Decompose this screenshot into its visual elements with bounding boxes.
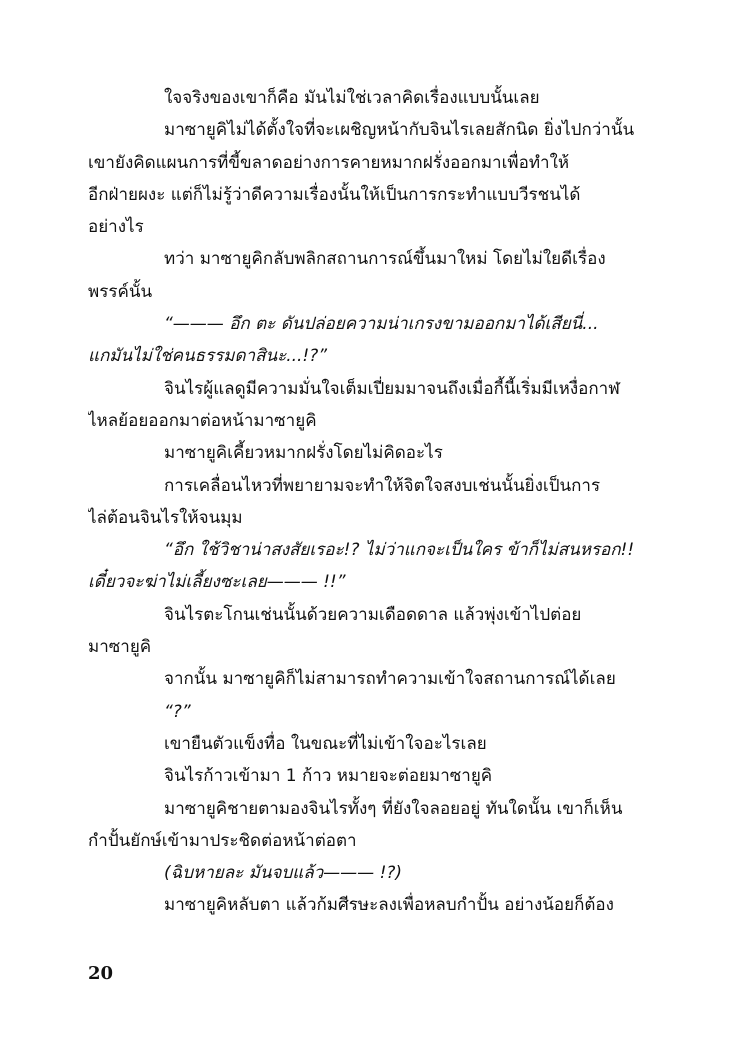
text-line: การเคลื่อนไหวที่พยายามจะทำให้จิตใจสงบเช่นนั้นยิ่งเป็นการ — [164, 475, 601, 496]
text-line: พรรค์นั้น — [88, 281, 153, 302]
dialogue-line: “——— อึก ตะ ดันปล่อยความน่าเกรงขามออกมาได้เสียนี่... — [164, 314, 599, 335]
text-line: ไหลย้อยออกมาต่อหน้ามาซายูคิ — [88, 410, 317, 431]
page-number: 20 — [88, 963, 114, 984]
text-line: อีกฝ่ายผงะ แต่ก็ไม่รู้ว่าดีความเรื่องนั้นให้เป็นการกระทำแบบวีรชนได้ — [88, 184, 581, 205]
text-line: กำปั้นยักษ์เข้ามาประชิดต่อหน้าต่อตา — [88, 830, 357, 851]
text-line: มาซายูคิเคี้ยวหมากฝรั่งโดยไม่คิดอะไร — [164, 443, 443, 464]
text-line: ไล่ต้อนจินไรให้จนมุม — [88, 507, 243, 528]
text-line: มาซายูคิชายตามองจินไรทั้งๆ ที่ยังใจลอยอยู่ ทันใดนั้น เขาก็เห็น — [164, 798, 623, 819]
text-line: จินไรผู้แลดูมีความมั่นใจเต็มเปี่ยมมาจนถึงเมื่อกี้นี้เริ่มมีเหงื่อกาฬ — [164, 378, 620, 399]
text-line: จากนั้น มาซายูคิก็ไม่สามารถทำความเข้าใจสถานการณ์ได้เลย — [164, 669, 616, 690]
text-line: เขายืนตัวแข็งทื่อ ในขณะที่ไม่เข้าใจอะไรเลย — [164, 733, 487, 754]
page-body-text — [88, 82, 651, 922]
dialogue-line: เดี๋ยวจะฆ่าไม่เลี้ยงซะเลย——— !!” — [88, 572, 346, 593]
text-line: มาซายูคิหลับตา แล้วก้มศีรษะลงเพื่อหลบกำปั้น อย่างน้อยก็ต้อง — [164, 895, 614, 916]
text-line: ใจจริงของเขาก็คือ มันไม่ใช่เวลาคิดเรื่องแบบนั้นเลย — [164, 88, 540, 108]
dialogue-line: “อึก ใช้วิชาน่าสงสัยเรอะ!? ไม่ว่าแกจะเป็นใคร ข้าก็ไม่สนหรอก!! — [164, 540, 635, 561]
text-line: จินไรก้าวเข้ามา 1 ก้าว หมายจะต่อยมาซายูคิ — [164, 766, 493, 787]
dialogue-line: “?” — [164, 701, 191, 722]
text-line: เขายังคิดแผนการที่ขี้ขลาดอย่างการคายหมากฝรั่งออกมาเพื่อทำให้ — [88, 152, 570, 173]
text-line: มาซายูคิไม่ได้ตั้งใจที่จะเผชิญหน้ากับจินไรเลยสักนิด ยิ่งไปกว่านั้น — [164, 120, 635, 141]
text-line: มาซายูคิ — [88, 637, 152, 658]
dialogue-line: แกมันไม่ใช่คนธรรมดาสินะ...!?” — [88, 346, 328, 367]
text-line: จินไรตะโกนเช่นนั้นด้วยความเดือดดาล แล้วพุ่งเข้าไปต่อย — [164, 604, 582, 625]
text-line: อย่างไร — [88, 217, 144, 238]
dialogue-line: (ฉิบหายละ มันจบแล้ว——— !?) — [164, 863, 403, 884]
text-line: ทว่า มาซายูคิกลับพลิกสถานการณ์ขึ้นมาใหม่ โดยไม่ใยดีเรื่อง — [164, 249, 606, 270]
